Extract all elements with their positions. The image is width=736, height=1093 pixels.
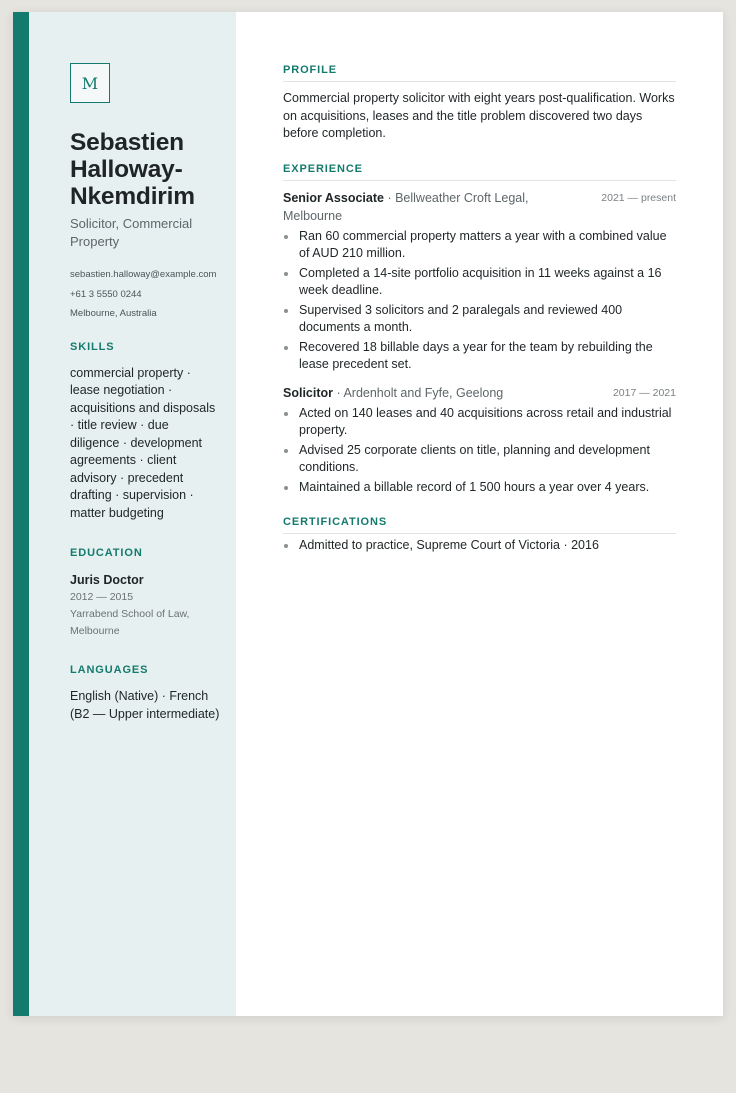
job-title: Senior Associate [283, 190, 384, 205]
job-dates: 2021 — present [601, 191, 676, 204]
languages-heading: LANGUAGES [70, 664, 149, 676]
certifications-heading: CERTIFICATIONS [283, 516, 676, 534]
skills-list: commercial property · lease negotiation · acquisitions and disposals · title review · due diligence · development agreements · client advisory · precedent drafting · supervision · matter budgeting [70, 365, 216, 520]
job-bullets [283, 228, 676, 374]
sidebar [29, 12, 236, 1016]
job-title-line [283, 189, 573, 225]
contact-phone[interactable]: +61 3 5550 0244 [70, 288, 142, 300]
profile-heading: PROFILE [283, 64, 676, 82]
education-degree: Juris Doctor [70, 573, 144, 587]
contact-email[interactable]: sebastien.halloway@example.com [70, 269, 217, 280]
profile-summary: Commercial property solicitor with eight years post-qualification. Works on acquisitions, leases and the title problem discovered two days before completion. [283, 91, 675, 140]
job-organization: Bellweather Croft Legal, Melbourne [283, 190, 529, 223]
contact-location: Melbourne, Australia [70, 308, 157, 319]
list-item: Acted on 140 leases and 40 acquisitions across retail and industrial property. [283, 405, 676, 440]
education-years: 2012 — 2015 [70, 591, 134, 603]
job-header [283, 189, 676, 225]
languages-list: English (Native) · French (B2 — Upper intermediate) [70, 689, 220, 721]
job-header [283, 384, 676, 402]
list-item: Ran 60 commercial property matters a year with a combined value of AUD 210 million. [283, 228, 676, 263]
list-item: Completed a 14-site portfolio acquisition in 11 weeks against a 16 week deadline. [283, 265, 676, 300]
list-item: Recovered 18 billable days a year for the team by rebuilding the lease precedent set. [283, 339, 676, 374]
skills-heading: SKILLS [70, 340, 115, 353]
main-content [236, 12, 723, 1016]
list-item: Advised 25 corporate clients on title, planning and development conditions. [283, 442, 676, 477]
education-school: Yarrabend School of Law, Melbourne [70, 608, 190, 637]
job-title-line [283, 384, 503, 402]
job-separator: · [383, 190, 396, 205]
job-title: Solicitor [283, 385, 334, 400]
job-entry [283, 189, 676, 374]
candidate-role: Solicitor, Commercial Property [70, 216, 193, 249]
list-item: Admitted to practice, Supreme Court of Victoria · 2016 [283, 537, 676, 555]
candidate-name: Sebastien Halloway-Nkemdirim [70, 129, 195, 210]
accent-bar [13, 12, 29, 1016]
resume-page [13, 12, 723, 1016]
monogram-logo: M [70, 63, 110, 103]
list-item: Supervised 3 solicitors and 2 paralegals and reviewed 400 documents a month. [283, 302, 676, 337]
contact-info [70, 265, 220, 324]
experience-heading: EXPERIENCE [283, 163, 676, 181]
job-entry [283, 384, 676, 497]
certifications-list [283, 537, 676, 555]
job-dates: 2017 — 2021 [612, 386, 676, 399]
job-separator: · [333, 385, 344, 400]
job-bullets [283, 405, 676, 497]
list-item: Maintained a billable record of 1 500 hours a year over 4 years. [283, 479, 676, 497]
education-heading: EDUCATION [70, 547, 143, 559]
job-organization: Ardenholt and Fyfe, Geelong [343, 385, 504, 400]
